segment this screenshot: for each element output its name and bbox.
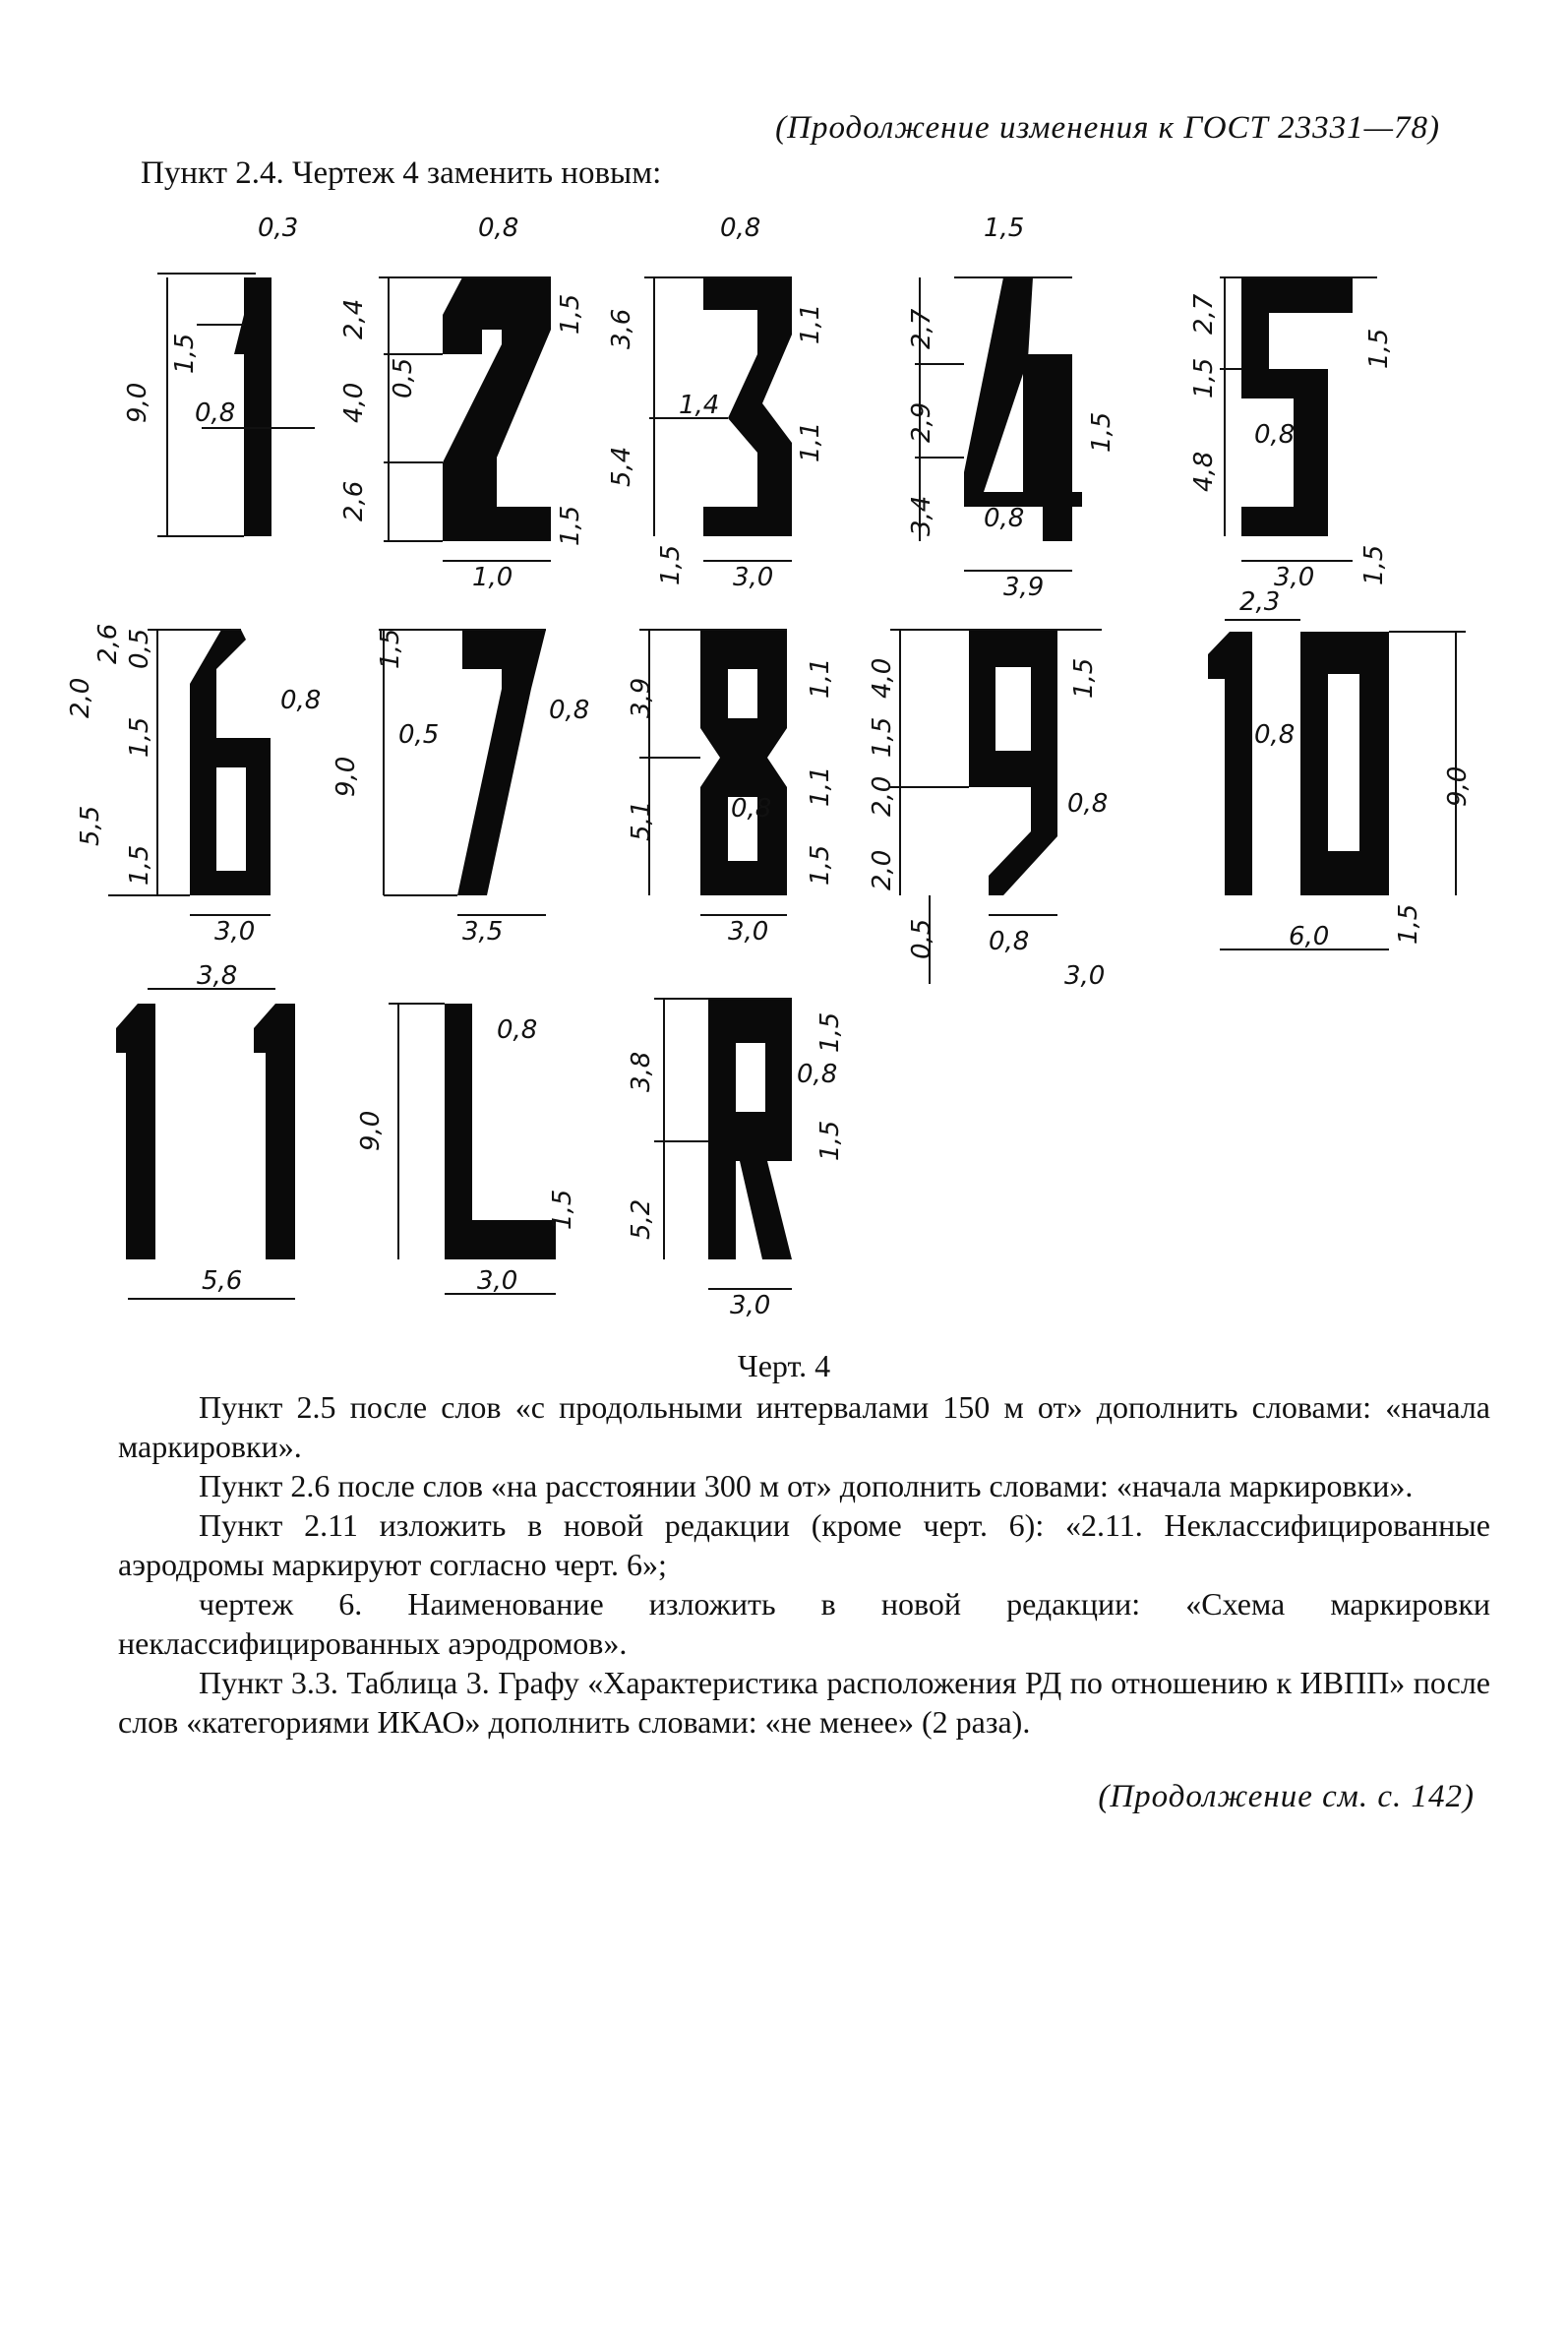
dim-1-height: 9,0	[123, 382, 152, 423]
dim-9-b: 1,5	[1069, 657, 1099, 699]
dim-2-b: 1,5	[556, 293, 585, 335]
digit-4-drawing	[907, 214, 1116, 602]
digit-7-drawing	[332, 629, 589, 947]
dim-r-d: 1,5	[815, 1120, 845, 1161]
dim-4-a: 2,7	[907, 308, 936, 349]
dim-10-e: 1,5	[1394, 903, 1423, 945]
dim-7-e: 3,5	[462, 917, 504, 947]
dim-5-b: 1,5	[1189, 357, 1219, 398]
dim-3-c: 1,4	[679, 391, 720, 420]
dim-3-g: 3,0	[733, 563, 774, 592]
digit-2-glyph	[443, 277, 551, 541]
dim-9-a: 4,0	[868, 657, 897, 699]
digit-marking-drawing	[0, 207, 1568, 1368]
dim-l-a: 0,8	[497, 1015, 538, 1045]
paragraph: Пункт 2.5 после слов «с продольными интервалами 150 м от» дополнить словами: «начала маркировки».	[118, 1389, 1490, 1464]
dim-9-h: 0,8	[989, 927, 1030, 956]
dim-6-e: 1,5	[125, 716, 154, 758]
dim-r-c: 0,8	[797, 1060, 838, 1089]
dim-7-d: 0,5	[398, 720, 440, 750]
lead-line: Пункт 2.4. Чертеж 4 заменить новым:	[141, 155, 662, 191]
dim-6-a: 2,6	[93, 623, 123, 664]
amendment-text	[118, 1387, 1490, 1742]
dim-2-e: 2,6	[339, 480, 369, 521]
dim-9-c: 1,5	[868, 716, 897, 758]
dim-1-flag: 1,5	[170, 333, 200, 374]
dim-10-a: 2,3	[1239, 587, 1281, 617]
digit-3-drawing	[607, 214, 825, 592]
dim-4-d: 3,4	[907, 495, 936, 536]
dim-8-d: 0,8	[731, 794, 772, 824]
letter-r-drawing	[627, 999, 845, 1320]
dim-3-d: 5,4	[607, 446, 636, 487]
dim-9-d: 2,0	[868, 775, 897, 817]
digit-2-drawing	[339, 214, 585, 592]
dim-2-c: 0,5	[389, 357, 418, 398]
dim-9-e: 0,8	[1067, 789, 1109, 819]
dim-6-h: 3,0	[214, 917, 256, 947]
dim-3-f: 1,5	[656, 544, 686, 585]
dim-4-f: 3,9	[1003, 573, 1045, 602]
digit-7-glyph	[457, 630, 546, 895]
dim-6-g: 1,5	[125, 844, 154, 886]
digit-1-drawing	[123, 214, 315, 536]
paragraph: Пункт 2.11 изложить в новой редакции (кроме черт. 6): «2.11. Неклассифицированные аэродромы маркируют согласно черт. 6»;	[118, 1507, 1490, 1582]
digit-8-drawing	[627, 630, 835, 947]
dim-r-a: 1,5	[815, 1011, 845, 1053]
dim-7-c: 0,8	[549, 696, 590, 725]
continuation-header: (Продолжение изменения к ГОСТ 23331—78)	[775, 110, 1440, 146]
dim-4-c: 1,5	[1087, 411, 1116, 453]
dim-2-f: 1,5	[556, 505, 585, 546]
dim-4-b: 2,9	[907, 401, 936, 443]
dim-r-e: 5,2	[627, 1198, 656, 1240]
digit-11-glyph-left	[116, 1004, 155, 1259]
paragraph: Пункт 3.3. Таблица 3. Графу «Характеристика расположения РД по отношению к ИВПП» после слов «категориями ИКАО» дополнить словами: «не менее» (2 раза).	[118, 1665, 1490, 1740]
digit-5-drawing	[1189, 277, 1394, 592]
figure-caption: Черт. 4	[737, 1348, 831, 1383]
dim-9-i: 3,0	[1064, 961, 1106, 991]
dim-10-b: 0,8	[1254, 720, 1296, 750]
dim-8-b: 1,1	[806, 657, 835, 699]
dim-6-d: 0,8	[280, 686, 322, 715]
digit-4-glyph	[964, 277, 1082, 541]
dim-10-d: 6,0	[1289, 922, 1330, 951]
dim-1-stroke: 0,8	[195, 398, 236, 428]
dim-5-e: 4,8	[1189, 451, 1219, 492]
paragraph: Пункт 2.6 после слов «на расстоянии 300 м от» дополнить словами: «начала маркировки».	[199, 1468, 1414, 1503]
dim-7-b: 9,0	[332, 756, 361, 797]
letter-r-glyph	[708, 999, 792, 1259]
dim-l-c: 1,5	[548, 1189, 577, 1230]
dim-6-c: 0,5	[125, 628, 154, 669]
dim-r-b: 3,8	[627, 1051, 656, 1092]
dim-5-g: 1,5	[1359, 544, 1389, 585]
dim-3-top: 0,8	[720, 214, 761, 243]
digit-10-drawing	[1208, 587, 1473, 951]
dim-8-c: 5,1	[627, 800, 656, 841]
dim-5-f: 3,0	[1274, 563, 1315, 592]
paragraph: чертеж 6. Наименование изложить в новой редакции: «Схема маркировки неклассифицированных аэродромов».	[118, 1586, 1490, 1661]
dim-8-g: 3,0	[728, 917, 769, 947]
dim-5-c: 1,5	[1364, 328, 1394, 369]
dim-8-f: 1,5	[806, 844, 835, 886]
digit-1-glyph	[234, 277, 271, 536]
dim-9-f: 2,0	[868, 849, 897, 890]
dim-1-top: 0,3	[258, 214, 299, 243]
dim-5-d: 0,8	[1254, 420, 1296, 450]
dim-3-e: 1,1	[796, 421, 825, 462]
dim-11-a: 3,8	[197, 961, 238, 991]
dim-8-e: 1,1	[806, 765, 835, 807]
dim-3-a: 3,6	[607, 308, 636, 349]
digit-5-glyph	[1241, 277, 1353, 536]
dim-4-top: 1,5	[984, 214, 1025, 243]
dim-11-b: 5,6	[202, 1266, 243, 1296]
dim-6-f: 5,5	[76, 805, 105, 846]
dim-9-g: 0,5	[907, 918, 936, 959]
dim-2-g: 1,0	[472, 563, 513, 592]
dim-6-b: 2,0	[66, 677, 95, 718]
dim-l-b: 9,0	[356, 1110, 386, 1151]
digit-10-glyph-one	[1208, 632, 1252, 895]
dim-5-a: 2,7	[1189, 293, 1219, 335]
digit-9-drawing	[868, 630, 1108, 991]
digit-11-glyph-right	[254, 1004, 295, 1259]
digit-6-drawing	[66, 624, 321, 947]
dim-4-e: 0,8	[984, 504, 1025, 533]
dim-r-f: 3,0	[730, 1291, 771, 1320]
dim-2-d: 4,0	[339, 382, 369, 423]
dim-8-a: 3,9	[627, 677, 656, 718]
dim-7-a: 1,5	[376, 628, 405, 669]
dim-l-d: 3,0	[477, 1266, 518, 1296]
dim-10-c: 9,0	[1443, 765, 1473, 807]
dim-3-b: 1,1	[796, 303, 825, 344]
continuation-footer: (Продолжение см. с. 142)	[1098, 1779, 1475, 1814]
digit-11-drawing	[116, 961, 295, 1299]
dim-2-a: 2,4	[339, 298, 369, 339]
dim-2-top: 0,8	[478, 214, 519, 243]
letter-l-drawing	[356, 1004, 577, 1296]
